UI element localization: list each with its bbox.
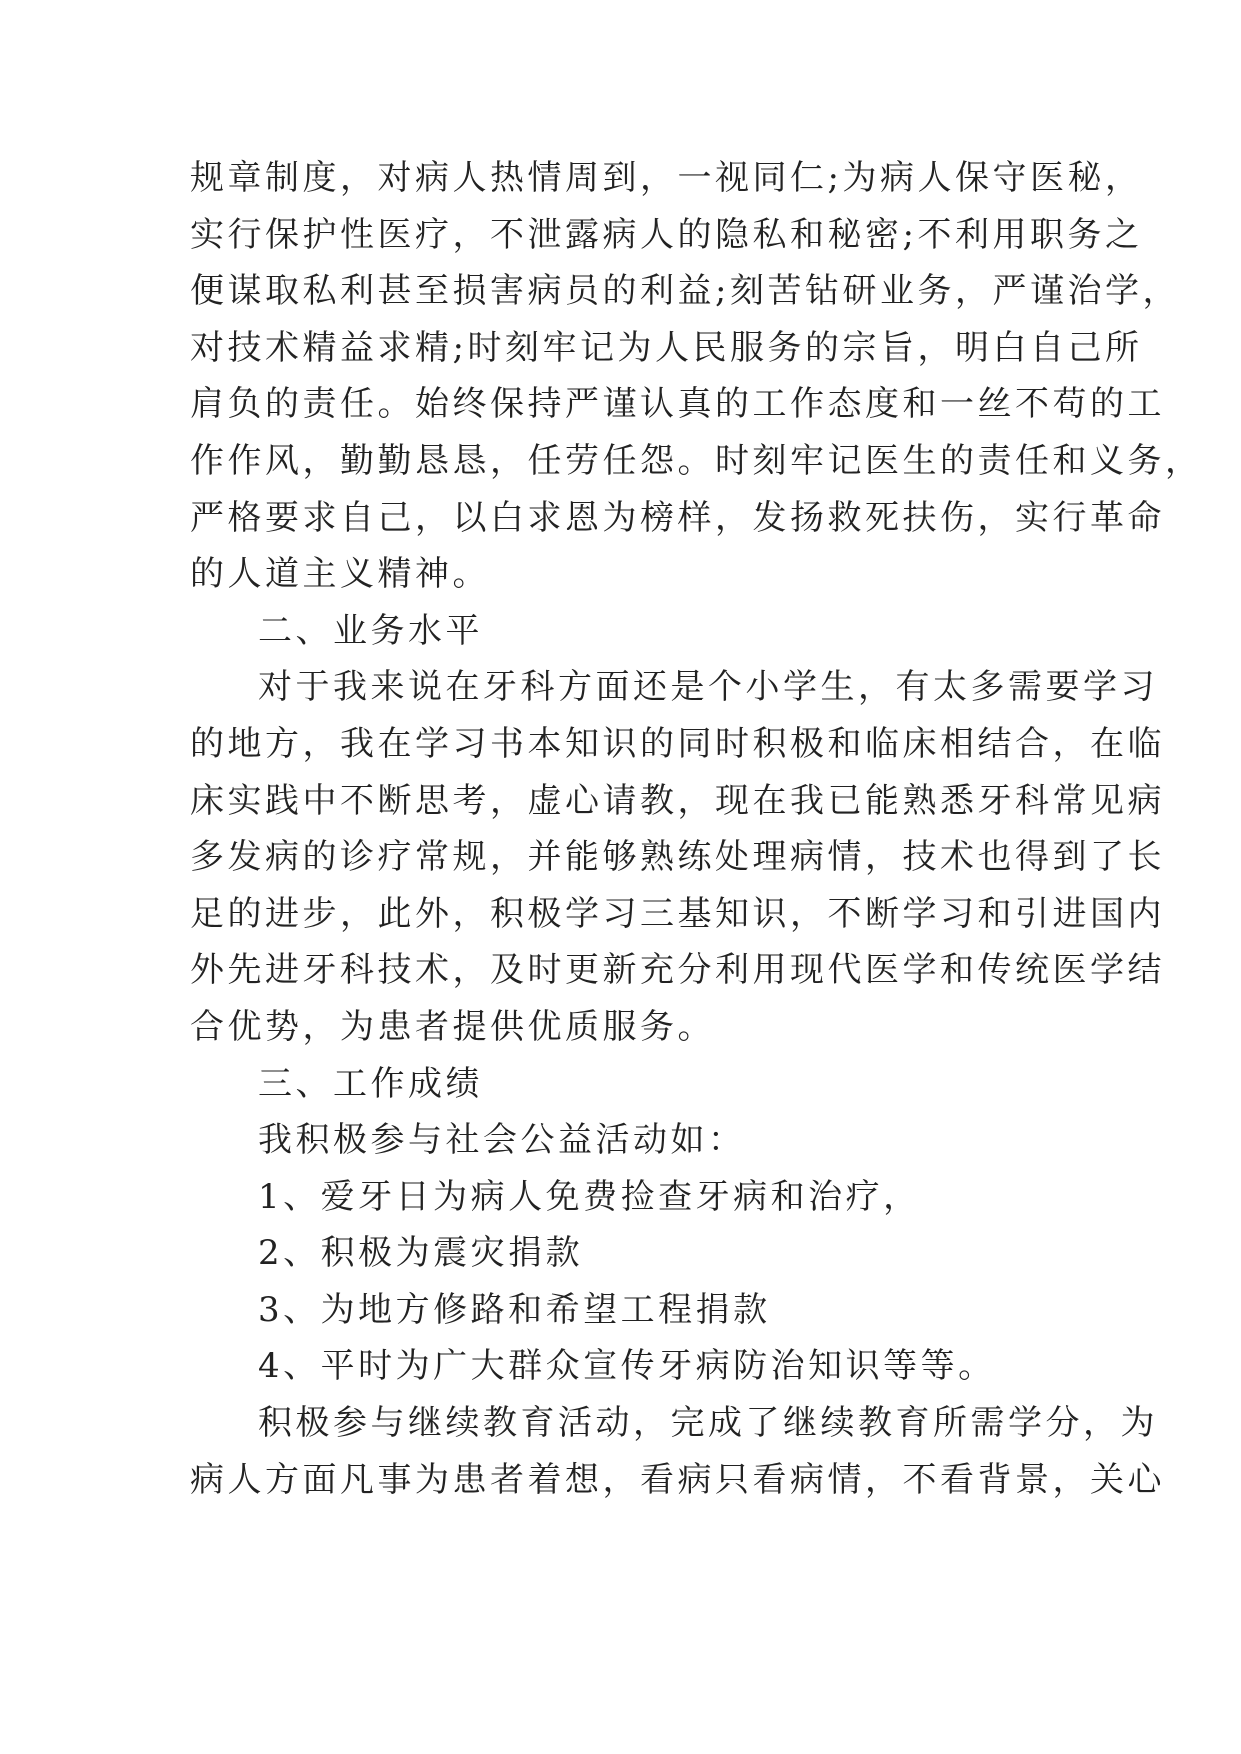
text-line: 作作风，勤勤恳恳，任劳任怨。时刻牢记医生的责任和义务， <box>190 440 1203 481</box>
text-line: 合优势，为患者提供优质服务。 <box>190 1006 715 1047</box>
text-line: 二、业务水平 <box>258 610 483 651</box>
text-line: 床实践中不断思考，虚心请教，现在我已能熟悉牙科常见病 <box>190 780 1165 821</box>
text-line: 肩负的责任。始终保持严谨认真的工作态度和一丝不苟的工 <box>190 384 1165 425</box>
text-line: 严格要求自己，以白求恩为榜样，发扬救死扶伤，实行革命 <box>190 497 1165 538</box>
text-line: 对于我来说在牙科方面还是个小学生，有太多需要学习 <box>258 667 1158 708</box>
text-line: 4、平时为广大群众宣传牙病防治知识等等。 <box>258 1346 996 1387</box>
text-line: 1、爱牙日为病人免费捡查牙病和治疗， <box>258 1176 921 1217</box>
text-line: 实行保护性医疗，不泄露病人的隐私和秘密;不利用职务之 <box>190 214 1143 255</box>
text-line: 的人道主义精神。 <box>190 554 490 595</box>
text-line: 便谋取私利甚至损害病员的利益;刻苦钻研业务，严谨治学， <box>190 271 1180 312</box>
text-line: 我积极参与社会公益活动如： <box>258 1120 746 1161</box>
text-line: 对技术精益求精;时刻牢记为人民服务的宗旨，明白自己所 <box>190 327 1143 368</box>
text-line: 积极参与继续教育活动，完成了继续教育所需学分，为 <box>258 1403 1158 1444</box>
text-line: 规章制度，对病人热情周到，一视同仁;为病人保守医秘， <box>190 158 1143 198</box>
text-line: 足的进步，此外，积极学习三基知识，不断学习和引进国内 <box>190 893 1165 934</box>
text-line: 三、工作成绩 <box>258 1063 483 1104</box>
text-line: 病人方面凡事为患者着想，看病只看病情，不看背景，关心 <box>190 1459 1165 1500</box>
text-line: 3、为地方修路和希望工程捐款 <box>258 1289 771 1330</box>
text-line: 的地方，我在学习书本知识的同时积极和临床相结合，在临 <box>190 723 1165 764</box>
text-line: 外先进牙科技术，及时更新充分利用现代医学和传统医学结 <box>190 950 1165 991</box>
document-body <box>190 150 1203 1508</box>
text-line: 2、积极为震灾捐款 <box>258 1233 584 1274</box>
text-line: 多发病的诊疗常规，并能够熟练处理病情，技术也得到了长 <box>190 837 1165 878</box>
